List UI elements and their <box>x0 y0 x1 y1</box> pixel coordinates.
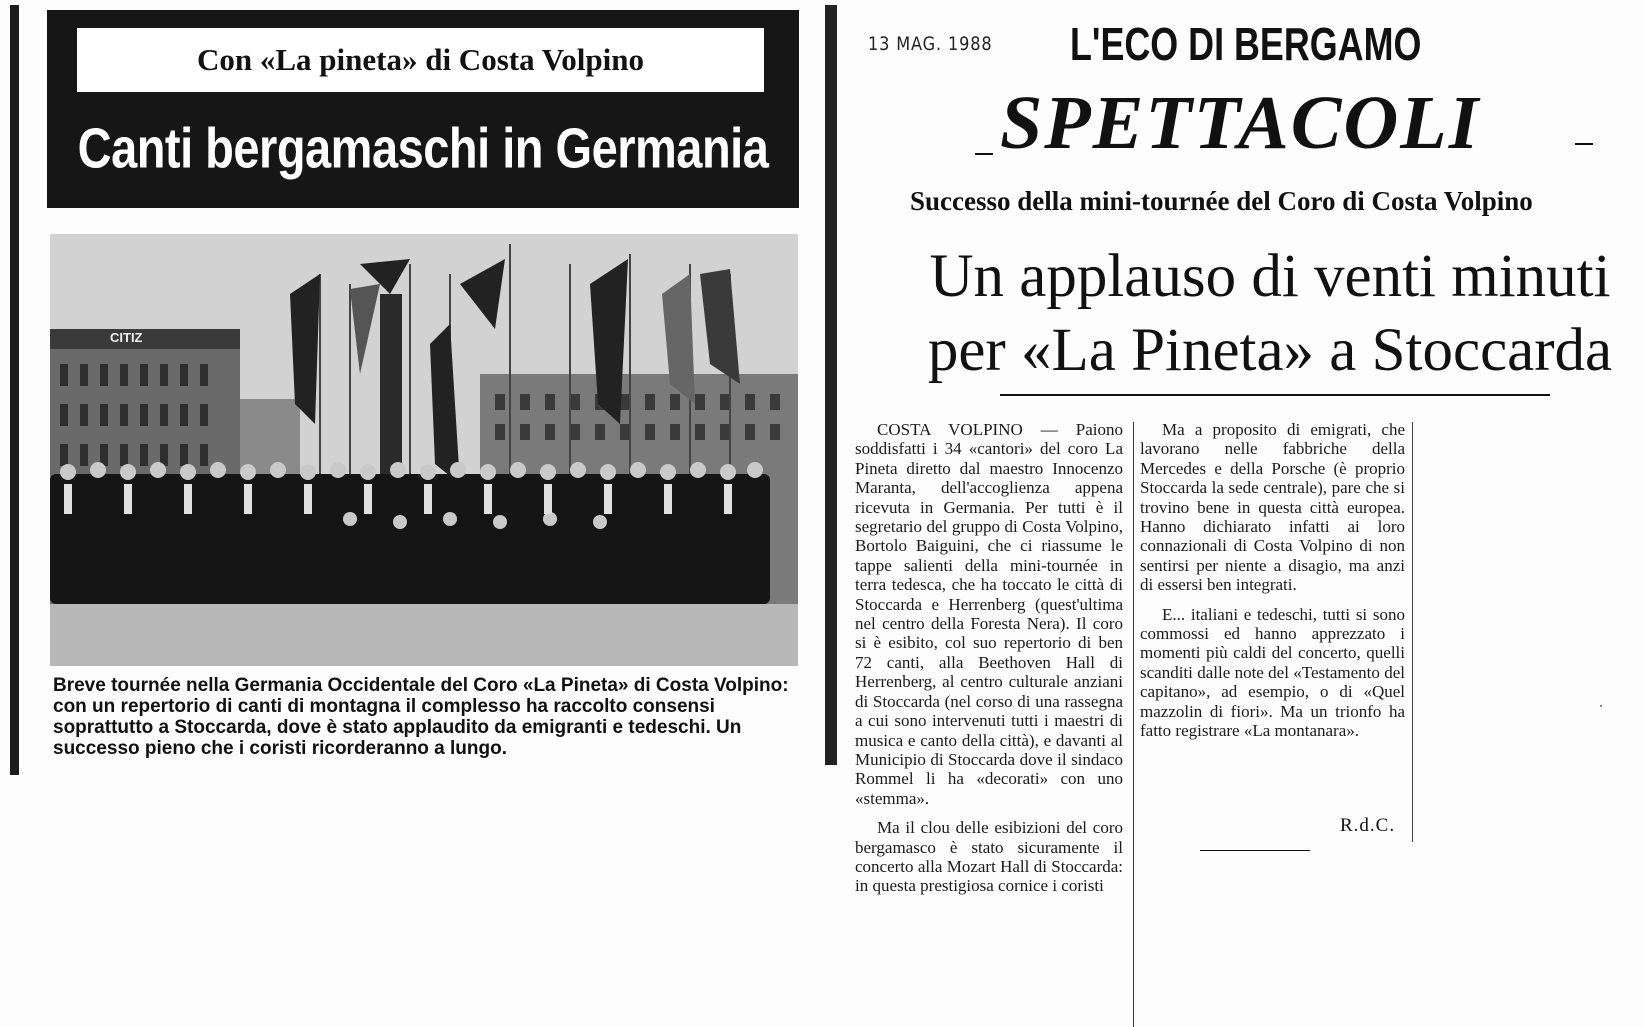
column-1-paragraph-1: COSTA VOLPINO — Paiono soddisfatti i 34 «cantori» del coro La Pineta diretto dal maestro Innocenzo Maranta, dell'accoglienza appena ricevuta in Germania. Per tutti è il segretario del gruppo di Costa Volpino, Bortolo Baiguini, che ci riassume le tappe salienti della mini-tournée in terra tedesca, che ha toccato le città di Stoccarda e Herrenberg (quest'ultima nel centro della Foresta Nera). Il coro si è esibito, col suo repertorio di ben 72 canti, alla Beethoven Hall di Herrenberg, al centro culturale anziani di Stoccarda (nel corso di una rassegna a cui sono intervenuti tutti i maestri di musica e canto della città), e davanti al Municipio di Stoccarda dove il sindaco Rommel li ha «decorati» con uno «stemma». <box>855 420 1123 808</box>
photo-caption: Breve tournée nella Germania Occidentale del Coro «La Pineta» di Costa Volpino: con un repertorio di canti di montagna il complesso ha raccolto consensi soprattutto a Stoccarda, dove è stato applaudito da emigranti e tedeschi. Un successo pieno che i coristi ricorderanno a lungo. <box>53 675 789 759</box>
clipping-title: Canti bergamaschi in Germania <box>77 115 769 180</box>
photo-sign: CITIZ <box>110 330 143 345</box>
article-headline <box>900 240 1640 388</box>
newspaper-masthead: L'ECO DI BERGAMO <box>1070 18 1422 70</box>
headline-line-2: per «La Pineta» a Stoccarda <box>927 317 1613 384</box>
section-dash-right <box>1575 143 1593 145</box>
column-2-paragraph-2: E... italiani e tedeschi, tutti si sono commossi ed hanno apprezzato i momenti più caldi del concerto, quelli scanditi dalle note del «Testamento del capitano», ad esempio, o di «Quel mazzolin di fiori». Ma un trionfo ha fatto registrare «La montanara». <box>1140 604 1405 741</box>
article-subhead: Successo della mini-tournée del Coro di Costa Volpino <box>910 186 1533 216</box>
kicker: Con «La pineta» di Costa Volpino <box>77 28 764 92</box>
scan-speck <box>1600 705 1602 707</box>
date-stamp: 13 MAG. 1988 <box>868 33 993 55</box>
column-divider <box>1133 422 1134 1027</box>
column-right-border <box>1412 422 1413 842</box>
section-dash-left <box>975 153 993 155</box>
article-end-rule <box>1200 850 1310 851</box>
article-column-2 <box>1140 420 1405 741</box>
author-signature: R.d.C. <box>1340 815 1396 836</box>
column-1-paragraph-2: Ma il clou delle esibizioni del coro bergamasco è stato sicuramente il concerto alla Mozart Hall di Stoccarda: in questa prestigiosa cornice i coristi <box>855 818 1123 896</box>
choir-photo <box>50 234 798 666</box>
column-2-paragraph-1: Ma a proposito di emigrati, che lavorano nelle fabbriche della Mercedes e della Porsche (è proprio Stoccarda la sede centrale), pare che si trovino bene in questa città europea. Hanno dichiarato infatti ai loro connazionali di Costa Volpino di non sentirsi per niente a disagio, ma anzi di essersi ben integrati. <box>1140 420 1405 595</box>
left-clipping <box>45 10 800 760</box>
scan-edge-left <box>10 5 19 775</box>
title-box <box>47 10 799 208</box>
section-title: SPETTACOLI <box>1000 81 1481 165</box>
headline-line-1: Un applauso di venti minuti <box>929 243 1611 310</box>
scan-edge-middle <box>825 5 837 765</box>
headline-rule <box>1000 394 1550 396</box>
article-column-1 <box>855 420 1123 896</box>
